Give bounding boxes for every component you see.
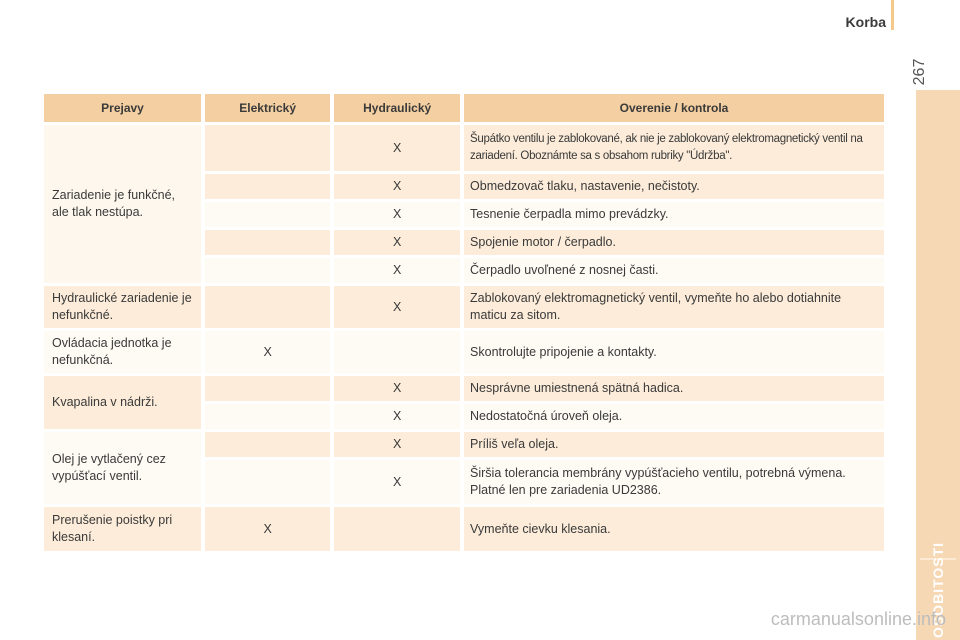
symptom-cell: Hydraulické zariadenie je nefunkčné. xyxy=(44,286,201,328)
electric-mark xyxy=(205,202,330,227)
side-tab-label: OSOBITOSTI xyxy=(930,541,946,639)
hydraulic-mark: X xyxy=(334,258,460,283)
watermark: carmanualsonline.info xyxy=(770,609,946,629)
check-cell: Vymeňte cievku klesania. xyxy=(464,507,884,551)
table-row xyxy=(44,432,884,457)
electric-mark xyxy=(205,174,330,199)
symptom-cell: Zariadenie je funkčné, ale tlak nestúpa. xyxy=(44,125,201,283)
hydraulic-mark: X xyxy=(334,286,460,328)
hydraulic-mark xyxy=(334,507,460,551)
check-cell: Zablokovaný elektromagnetický ventil, vymeňte ho alebo dotiahnite maticu za sitom. xyxy=(464,286,884,328)
header-divider xyxy=(891,0,894,30)
check-cell: Nesprávne umiestnená spätná hadica. xyxy=(464,376,884,401)
hydraulic-mark: X xyxy=(334,125,460,171)
electric-mark xyxy=(205,432,330,457)
electric-mark xyxy=(205,460,330,504)
table-row xyxy=(44,331,884,373)
symptom-cell: Ovládacia jednotka je nefunkčná. xyxy=(44,331,201,373)
check-cell: Šupátko ventilu je zablokované, ak nie je zablokovaný elektromagnetický ventil na zariadení. Oboznámte sa s obsahom rubriky "Údržba". xyxy=(464,125,884,171)
table-header-row xyxy=(44,94,884,122)
symptom-cell: Olej je vytlačený cez vypúšťací ventil. xyxy=(44,432,201,504)
troubleshooting-table xyxy=(40,91,888,554)
hydraulic-mark: X xyxy=(334,230,460,255)
check-cell: Príliš veľa oleja. xyxy=(464,432,884,457)
electric-mark xyxy=(205,376,330,401)
check-cell: Širšia tolerancia membrány vypúšťacieho ventilu, potrebná výmena. Platné len pre zariadenia UD2386. xyxy=(464,460,884,504)
column-header-symptoms: Prejavy xyxy=(44,94,201,122)
electric-mark xyxy=(205,286,330,328)
hydraulic-mark xyxy=(334,331,460,373)
hydraulic-mark: X xyxy=(334,432,460,457)
electric-mark xyxy=(205,404,330,429)
electric-mark xyxy=(205,258,330,283)
electric-mark: X xyxy=(205,331,330,373)
table-row xyxy=(44,125,884,171)
symptom-cell: Prerušenie poistky pri klesaní. xyxy=(44,507,201,551)
hydraulic-mark: X xyxy=(334,404,460,429)
check-cell: Nedostatočná úroveň oleja. xyxy=(464,404,884,429)
table-row xyxy=(44,286,884,328)
check-cell: Spojenie motor / čerpadlo. xyxy=(464,230,884,255)
electric-mark xyxy=(205,125,330,171)
hydraulic-mark: X xyxy=(334,174,460,199)
check-cell: Obmedzovač tlaku, nastavenie, nečistoty. xyxy=(464,174,884,199)
column-header-electric: Elektrický xyxy=(205,94,330,122)
column-header-hydraulic: Hydraulický xyxy=(334,94,460,122)
section-title: Korba xyxy=(845,14,886,30)
hydraulic-mark: X xyxy=(334,460,460,504)
column-header-check: Overenie / kontrola xyxy=(464,94,884,122)
check-cell: Čerpadlo uvoľnené z nosnej časti. xyxy=(464,258,884,283)
page-number-text: 267 xyxy=(911,58,928,86)
section-side-tab xyxy=(916,90,960,640)
page-number xyxy=(908,52,932,92)
electric-mark: X xyxy=(205,507,330,551)
table-row xyxy=(44,376,884,401)
table-row xyxy=(44,507,884,551)
check-cell: Tesnenie čerpadla mimo prevádzky. xyxy=(464,202,884,227)
check-cell: Skontrolujte pripojenie a kontakty. xyxy=(464,331,884,373)
hydraulic-mark: X xyxy=(334,376,460,401)
hydraulic-mark: X xyxy=(334,202,460,227)
symptom-cell: Kvapalina v nádrži. xyxy=(44,376,201,429)
electric-mark xyxy=(205,230,330,255)
